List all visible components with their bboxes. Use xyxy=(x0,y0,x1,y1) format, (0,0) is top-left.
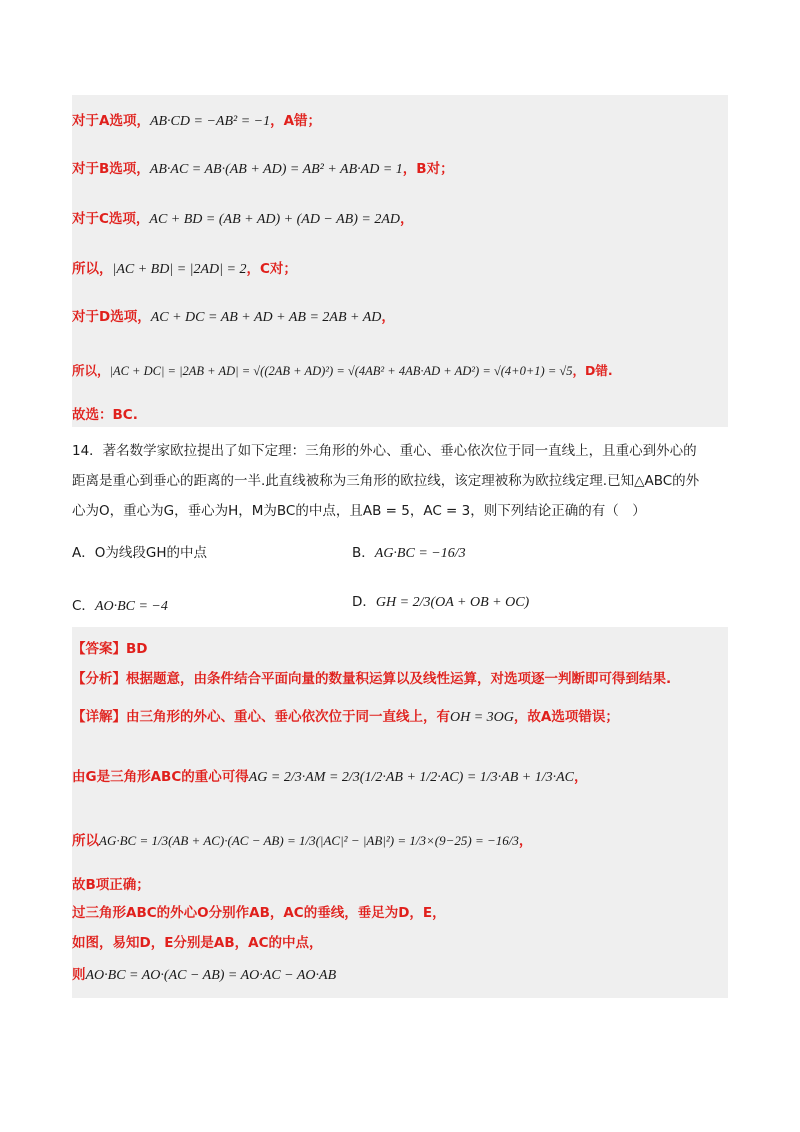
answer-line: 【答案】BD xyxy=(72,641,148,657)
question-line-2: 距离是重心到垂心的距离的一半.此直线被称为三角形的欧拉线，该定理被称为欧拉线定理.已知△ABC的外 xyxy=(72,473,700,489)
question-14-text xyxy=(72,436,728,526)
solution-line-d2: 所以，|AC + DC| = |2AB + AD| = √((2AB + AD)²) = √(4AB² + 4AB·AD + AD²) = √(4+0+1) = √5，D错. xyxy=(72,363,613,378)
analysis-line: 【分析】根据题意，由条件结合平面向量的数量积运算以及线性运算，对选项逐一判断即可得到结果. xyxy=(72,671,672,687)
option-a: A．O为线段GH的中点 xyxy=(72,545,207,561)
detail-line-1: 【详解】由三角形的外心、重心、垂心依次位于同一直线上，有OH = 3OG，故A选项错误； xyxy=(72,709,619,725)
solution-line-d: 对于D选项，AC + DC = AB + AD + AB = 2AB + AD， xyxy=(72,309,395,325)
question-line-1: 14．著名数学家欧拉提出了如下定理：三角形的外心、重心、垂心依次位于同一直线上，且重心到外心的 xyxy=(72,443,697,459)
solution-line-a: 对于A选项，AB·CD = −AB² = −1，A错； xyxy=(72,113,322,129)
detail-line-7: 则AO·BC = AO·(AC − AB) = AO·AC − AO·AB xyxy=(72,967,337,983)
solution-conclusion: 故选：BC. xyxy=(72,407,138,423)
solution-line-c: 对于C选项，AC + BD = (AB + AD) + (AD − AB) = 2AD， xyxy=(72,211,414,227)
question-line-3: 心为O，重心为G，垂心为H，M为BC的中点，且AB = 5，AC = 3，则下列结论正确的有（ ） xyxy=(72,503,646,519)
detail-line-4: 故B项正确； xyxy=(72,877,150,893)
option-c: C．AO·BC = −4 xyxy=(72,598,168,614)
option-b: B．AG·BC = −16/3 xyxy=(352,545,466,561)
detail-line-2: 由G是三角形ABC的重心可得AG = 2/3·AM = 2/3(1/2·AB + 1/2·AC) = 1/3·AB + 1/3·AC， xyxy=(72,769,588,785)
detail-line-3: 所以AG·BC = 1/3(AB + AC)·(AC − AB) = 1/3(|AC|² − |AB|²) = 1/3×(9−25) = −16/3， xyxy=(72,833,533,849)
detail-line-5: 过三角形ABC的外心O分别作AB，AC的垂线，垂足为D，E， xyxy=(72,905,446,921)
solution-block-top xyxy=(72,95,728,427)
solution-line-c2: 所以，|AC + BD| = |2AD| = 2，C对； xyxy=(72,261,297,277)
answer-block xyxy=(72,627,728,998)
solution-line-b: 对于B选项，AB·AC = AB·(AB + AD) = AB² + AB·AD = 1，B对； xyxy=(72,161,454,177)
detail-line-6: 如图，易知D，E分别是AB，AC的中点， xyxy=(72,935,323,951)
option-d: D．GH = 2/3(OA + OB + OC) xyxy=(352,594,530,610)
